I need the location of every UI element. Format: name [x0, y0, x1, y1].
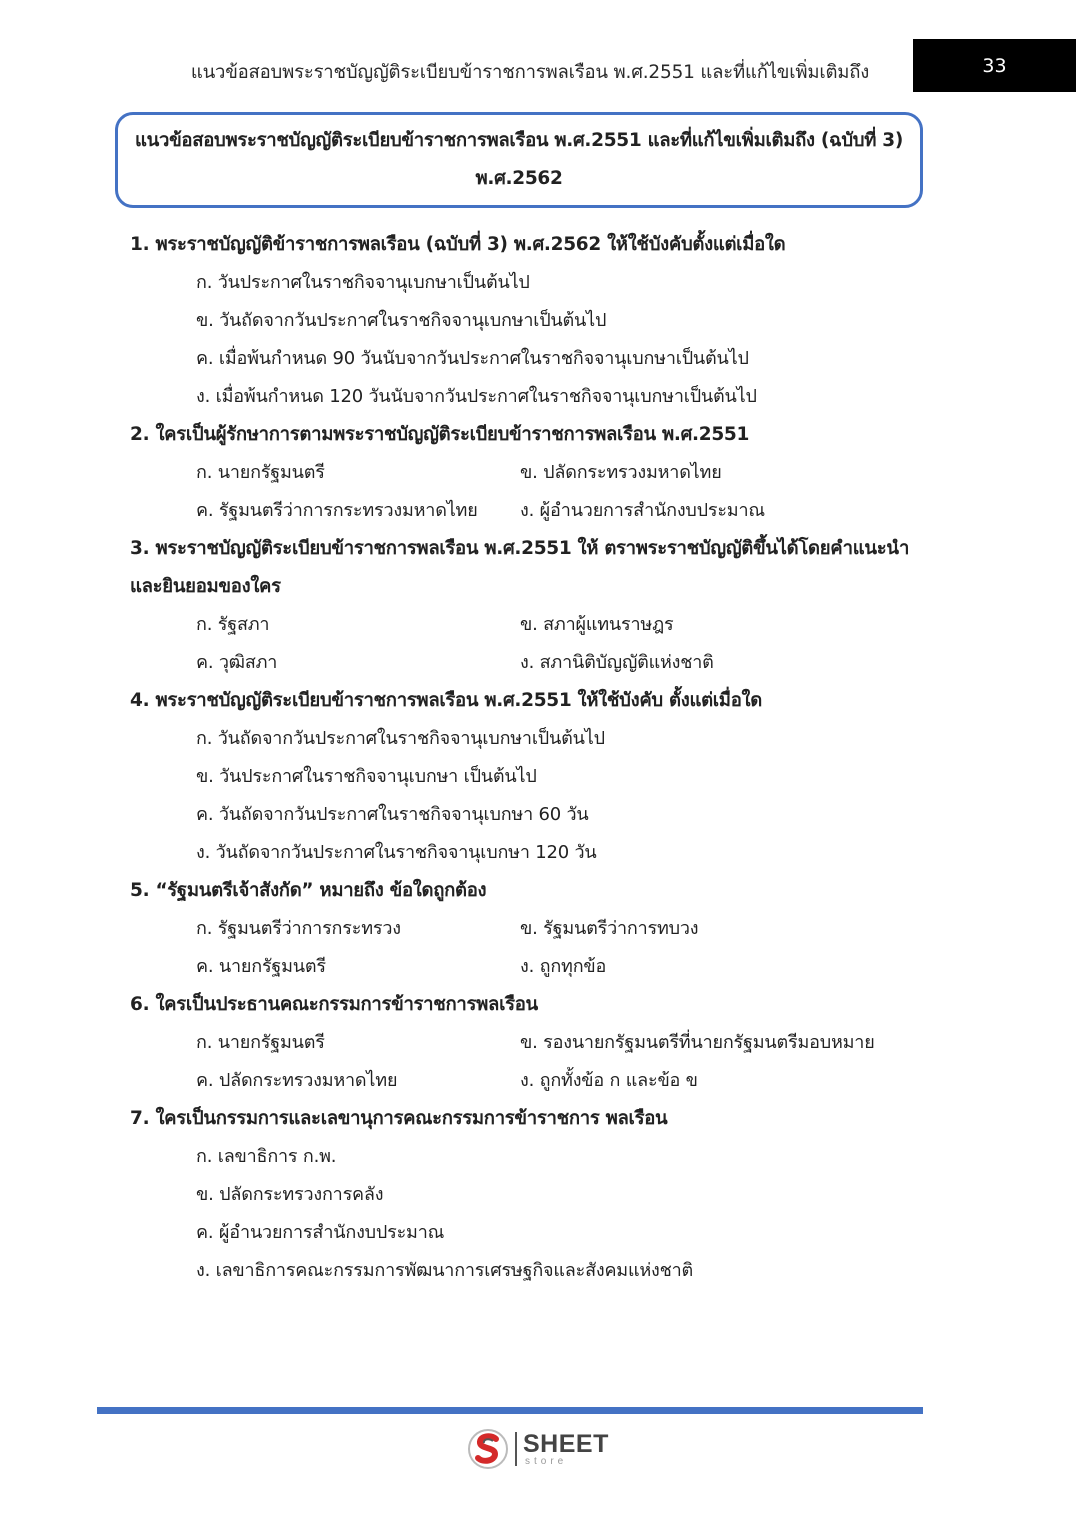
option-c: ค. เมื่อพ้นกำหนด 90 วันนับจากวันประกาศในราชกิจจานุเบกษาเป็นต้นไป	[196, 348, 749, 369]
option-a: ก. วันถัดจากวันประกาศในราชกิจจานุเบกษาเป็นต้นไป	[196, 728, 605, 749]
option-d: ง. ถูกทุกข้อ	[520, 956, 607, 977]
option-row	[130, 1062, 930, 1100]
sheet-store-logo	[467, 1428, 617, 1472]
option-d: ง. เลขาธิการคณะกรรมการพัฒนาการเศรษฐกิจและสังคมแห่งชาติ	[196, 1260, 694, 1281]
option-row	[130, 606, 930, 644]
question-text-line-1: 3. พระราชบัญญัติระเบียบข้าราชการพลเรือน พ.ศ.2551 ให้ ตราพระราชบัญญัติขึ้นได้โดยคำแนะนำ	[130, 538, 910, 559]
question-7	[130, 1100, 930, 1290]
option-row	[130, 454, 930, 492]
title-box	[115, 112, 923, 208]
option-b: ข. ปลัดกระทรวงการคลัง	[196, 1184, 384, 1205]
question-text: 2. ใครเป็นผู้รักษาการตามพระราชบัญญัติระเบียบข้าราชการพลเรือน พ.ศ.2551	[130, 424, 750, 445]
option-b: ข. รัฐมนตรีว่าการทบวง	[520, 918, 699, 939]
option-row	[130, 492, 930, 530]
s-logo-icon	[467, 1428, 509, 1470]
question-text: 4. พระราชบัญญัติระเบียบข้าราชการพลเรือน พ.ศ.2551 ให้ใช้บังคับ ตั้งแต่เมื่อใด	[130, 690, 762, 711]
question-text: 1. พระราชบัญญัติข้าราชการพลเรือน (ฉบับที่ 3) พ.ศ.2562 ให้ใช้บังคับตั้งแต่เมื่อใด	[130, 234, 786, 255]
option-c: ค. วันถัดจากวันประกาศในราชกิจจานุเบกษา 60 วัน	[196, 804, 589, 825]
question-6	[130, 986, 930, 1100]
option-row	[130, 644, 930, 682]
option-a: ก. รัฐสภา	[196, 614, 270, 635]
footer-bar	[97, 1407, 923, 1414]
question-list	[130, 226, 930, 1290]
page-number: 33	[982, 54, 1007, 77]
option-d: ง. ผู้อำนวยการสำนักงบประมาณ	[520, 500, 765, 521]
question-text-line-2: และยินยอมของใคร	[130, 576, 281, 597]
question-2	[130, 416, 930, 530]
question-3	[130, 530, 930, 682]
option-c: ค. รัฐมนตรีว่าการกระทรวงมหาดไทย	[196, 500, 478, 521]
page-number-box	[913, 39, 1076, 92]
question-text: 6. ใครเป็นประธานคณะกรรมการข้าราชการพลเรือน	[130, 994, 538, 1015]
question-text: 5. “รัฐมนตรีเจ้าสังกัด” หมายถึง ข้อใดถูกต้อง	[130, 880, 487, 901]
option-c: ค. วุฒิสภา	[196, 652, 278, 673]
question-4	[130, 682, 930, 872]
option-b: ข. ปลัดกระทรวงมหาดไทย	[520, 462, 722, 483]
logo-text: SHEET	[523, 1430, 609, 1458]
logo-subtext: store	[525, 1456, 568, 1467]
logo-divider	[515, 1432, 517, 1466]
option-c: ค. ผู้อำนวยการสำนักงบประมาณ	[196, 1222, 445, 1243]
option-row	[130, 948, 930, 986]
option-a: ก. รัฐมนตรีว่าการกระทรวง	[196, 918, 401, 939]
option-a: ก. วันประกาศในราชกิจจานุเบกษาเป็นต้นไป	[196, 272, 530, 293]
option-b: ข. วันประกาศในราชกิจจานุเบกษา เป็นต้นไป	[196, 766, 537, 787]
option-d: ง. เมื่อพ้นกำหนด 120 วันนับจากวันประกาศในราชกิจจานุเบกษาเป็นต้นไป	[196, 386, 757, 407]
option-b: ข. รองนายกรัฐมนตรีที่นายกรัฐมนตรีมอบหมาย	[520, 1032, 875, 1053]
option-b: ข. สภาผู้แทนราษฎร	[520, 614, 674, 635]
option-d: ง. สภานิติบัญญัติแห่งชาติ	[520, 652, 714, 673]
title-line-2: พ.ศ.2562	[475, 168, 563, 189]
question-1	[130, 226, 930, 416]
option-row	[130, 910, 930, 948]
question-text: 7. ใครเป็นกรรมการและเลขานุการคณะกรรมการข้าราชการ พลเรือน	[130, 1108, 668, 1129]
page-header-title: แนวข้อสอบพระราชบัญญัติระเบียบข้าราชการพลเรือน พ.ศ.2551 และที่แก้ไขเพิ่มเติมถึง	[190, 62, 870, 83]
option-b: ข. วันถัดจากวันประกาศในราชกิจจานุเบกษาเป็นต้นไป	[196, 310, 607, 331]
option-c: ค. นายกรัฐมนตรี	[196, 956, 326, 977]
option-a: ก. นายกรัฐมนตรี	[196, 1032, 325, 1053]
option-d: ง. ถูกทั้งข้อ ก และข้อ ข	[520, 1070, 698, 1091]
title-line-1: แนวข้อสอบพระราชบัญญัติระเบียบข้าราชการพลเรือน พ.ศ.2551 และที่แก้ไขเพิ่มเติมถึง (ฉบับที่ 3)	[135, 130, 903, 151]
option-a: ก. นายกรัฐมนตรี	[196, 462, 325, 483]
option-a: ก. เลขาธิการ ก.พ.	[196, 1146, 337, 1167]
question-5	[130, 872, 930, 986]
option-c: ค. ปลัดกระทรวงมหาดไทย	[196, 1070, 398, 1091]
option-row	[130, 1024, 930, 1062]
option-d: ง. วันถัดจากวันประกาศในราชกิจจานุเบกษา 120 วัน	[196, 842, 597, 863]
